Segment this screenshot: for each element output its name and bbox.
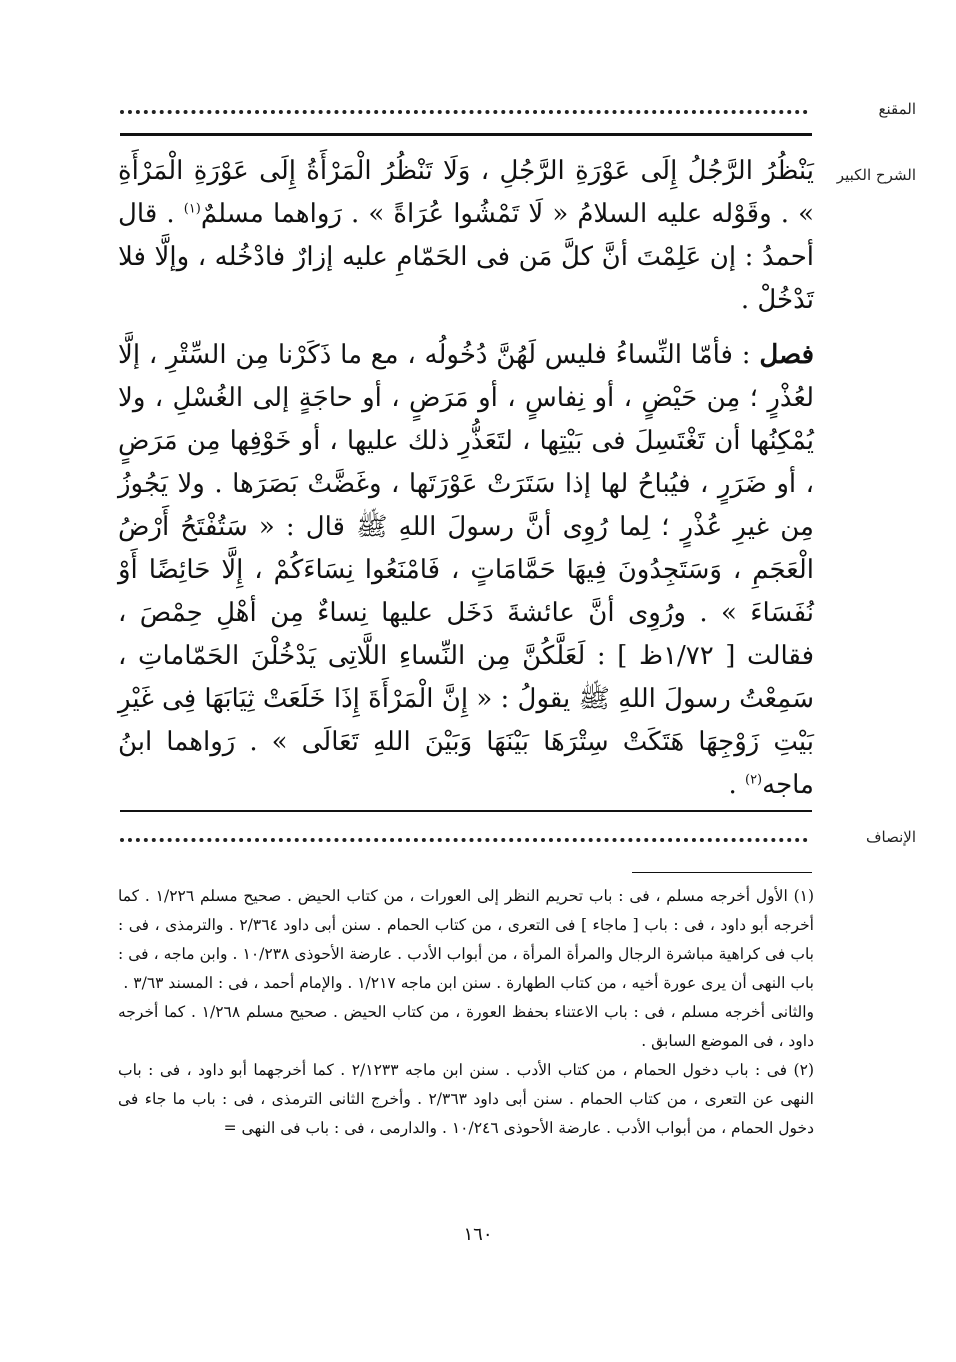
paragraph-2 (118, 334, 814, 807)
body-end-rule (120, 810, 812, 812)
paragraph-1 (118, 150, 814, 322)
footnote-ref-2: (٢) (744, 772, 763, 788)
paragraph-2-end: . (728, 770, 745, 800)
book-label-insaf: الإنصاف (865, 828, 916, 846)
muqni-dotted-line (120, 110, 808, 114)
book-label-sharh: الشرح الكبير (836, 166, 916, 184)
insaf-dotted-line (120, 838, 808, 842)
page-number: ١٦٠ (463, 1224, 493, 1245)
book-label-muqni: المقنع (878, 100, 916, 118)
footnote-ref-1: (١) (183, 201, 201, 217)
footnote-1: (١) الأول أخرجه مسلم ، فى : باب تحريم النظر إلى العورات ، من كتاب الحيض . صحيح مسلم ١/٢٢٦ . كما أخرجه أبو داود ، فى : باب [ ماجاء ] فى التعرى ، من كتاب الحمام . سنن أبى داود ٢/٣٦٤ . والترمذى ، فى : باب فى كراهية مباشرة الرجال والمرأة المرأة ، من أبواب الأدب . عارضة الأحوذى ١٠/٢٣٨ . وابن ماجه ، فى : باب النهى أن يرى عورة أخيه ، من كتاب الطهارة . سنن ابن ماجه ١/٢١٧ . والإمام أحمد ، فى : المسند ٣/٦٣ . (118, 887, 815, 992)
commentary-text (118, 150, 814, 807)
header-rule (120, 133, 812, 136)
paragraph-1-text: يَنْظُرُ الرَّجُلُ إِلَى عَوْرَةِ الرَّجُلِ ، وَلَا تَنْظُرُ الْمَرْأَةُ إِلَى عَوْرَةِ الْمَرْأَةِ » . وقَوْله عليه السلامُ « لَا تَمْشُوا عُرَاةً » . رَواهما مسلمٌ (118, 156, 814, 229)
footnote-1-continued: والثانى أخرجه مسلم ، فى : باب الاعتناء بحفظ العورة ، من كتاب الحيض . صحيح مسلم ١/٢٦٨ . كما أخرجه داود ، فى الموضع السابق . (118, 1003, 814, 1050)
footnote-separator (632, 872, 812, 873)
section-heading-fasl: فصل (759, 340, 814, 370)
footnote-2: (٢) فى : باب دخول الحمام ، من كتاب الأدب . سنن ابن ماجه ٢/١٢٣٣ . كما أخرجهما أبو داود ، فى : باب النهى عن التعرى ، من كتاب الحمام . سنن أبى داود ٢/٣٦٣ . وأخرج الثانى الترمذى ، فى : باب ما جاء فى دخول الحمام ، من أبواب الأدب . عارضة الأحوذى ١٠/٢٤٦ . والدارمى ، فى : باب فى النهى = (118, 1061, 814, 1137)
paragraph-1-end: . قال أحمدُ : إن عَلِمْتَ أنَّ كلَّ مَن فى الحَمّامِ عليه إزارٌ فادْخُله ، وإلَّا فلا تَدْخُلْ . (118, 199, 814, 315)
footnotes (118, 882, 814, 1143)
paragraph-2-text: : فأمّا النِّساءُ فليس لَهُنَّ دُخُولُه ، مع ما ذَكَرْنا مِن السِّتْرِ ، إلَّا لعُذْرٍ ؛ مِن حَيْضٍ ، أو نِفاسٍ ، أو مَرَضٍ ، أو حاجَةٍ إلى الغُسْلِ ، ولا يُمْكِنُها أن تَغْتَسِلَ فى بَيْتِها ، لتَعَذُّرِ ذلك عليها ، أو خَوْفِها مِن مَرَضٍ ، أو ضَرَرٍ ، فيُباحُ لها إذا سَتَرَتْ عَوْرَتَها ، وغَضَّتْ بَصَرَها . ولا يَجُوزُ مِن غيرِ عُذْرٍ ؛ لِما رُوِى أنَّ رسولَ اللهِ ﷺ قال : « سَتُفْتَحُ أَرْضُ الْعَجَمِ ، وَسَتَجِدُونَ فِيهَا حَمَّامَاتٍ ، فَامْنَعُوا نِسَاءَكُمْ ، إِلَّا حَائِضًا أَوْ نُفَسَاءَ » . ورُوِى أنَّ عائشةَ دَخَل عليها نِساءٌ مِن أهْلِ حِمْصَ ، فقالت [ ١/٧٢ظ ] : لَعَلَّكُنَّ مِن النِّساءِ اللَّاتِى يَدْخُلْنَ الحَمّاماتِ ، سَمِعْتُ رسولَ اللهِ ﷺ يقولُ : « إِنَّ الْمَرْأَةَ إِذَا خَلَعَتْ ثِيَابَهَا فِى غَيْرِ بَيْتِ زَوْجِهَا هَتَكَتْ سِتْرَهَا بَيْنَهَا وَبَيْنَ اللهِ تَعَالَى » . رَواهما ابنُ ماجه (118, 340, 814, 800)
